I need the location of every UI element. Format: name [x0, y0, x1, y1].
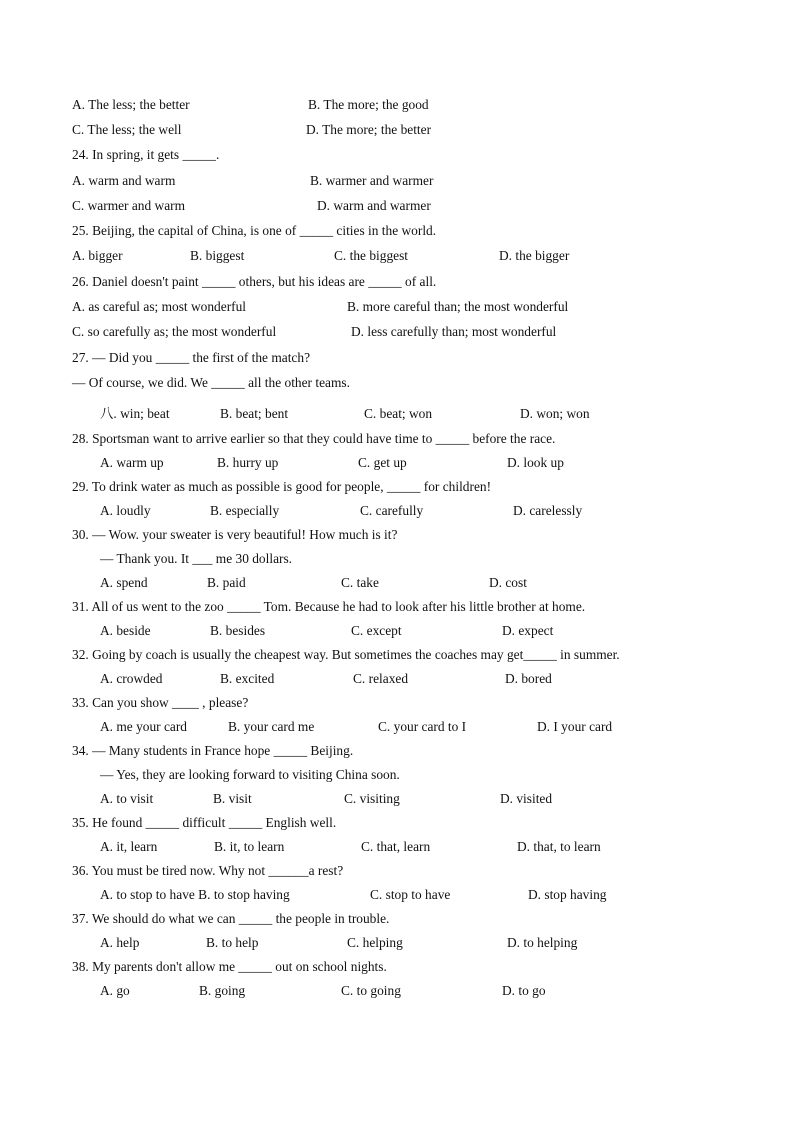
option-text: A. The less; the better — [72, 97, 190, 112]
option-text: D. less carefully than; most wonderful — [351, 324, 557, 339]
option-text: D. I your card — [537, 719, 613, 734]
option-text: D. stop having — [528, 887, 607, 902]
option-text: B. your card me — [228, 719, 315, 734]
option-text: C. take — [341, 575, 379, 590]
option-text: A. loudly — [100, 503, 151, 518]
question-stem: — Of course, we did. We _____ all the other teams. — [72, 375, 350, 390]
option-text: B. visit — [213, 791, 252, 806]
option-text: D. to helping — [507, 935, 578, 950]
option-text: A. crowded — [100, 671, 163, 686]
option-text: C. to going — [341, 983, 401, 998]
option-text: B. to help — [206, 935, 259, 950]
option-text: A. beside — [100, 623, 151, 638]
option-text: D. cost — [489, 575, 527, 590]
option-text: D. carelessly — [513, 503, 583, 518]
option-text: B. hurry up — [217, 455, 279, 470]
option-text: C. the biggest — [334, 248, 409, 263]
question-stem: 35. He found _____ difficult _____ English well. — [72, 815, 337, 830]
option-text: D. The more; the better — [306, 122, 432, 137]
option-text: D. the bigger — [499, 248, 570, 263]
option-text: C. get up — [358, 455, 407, 470]
question-stem: 30. — Wow. your sweater is very beautiful! How much is it? — [72, 527, 398, 542]
question-stem: 38. My parents don't allow me _____ out on school nights. — [72, 959, 387, 974]
option-text: B. The more; the good — [308, 97, 429, 112]
option-text: B. paid — [207, 575, 246, 590]
question-stem: 31. All of us went to the zoo _____ Tom. Because he had to look after his little brother at home. — [72, 599, 586, 614]
option-line — [100, 983, 546, 1079]
option-text: A. warm and warm — [72, 173, 176, 188]
option-text: B. beat; bent — [220, 406, 289, 421]
option-text: B. going — [199, 983, 246, 998]
option-text: C. beat; won — [364, 406, 433, 421]
option-text: B. warmer and warmer — [310, 173, 434, 188]
question-stem: 34. — Many students in France hope _____ Beijing. — [72, 743, 354, 758]
option-text: B. biggest — [190, 248, 245, 263]
option-text: D. visited — [500, 791, 553, 806]
option-text: B. more careful than; the most wonderful — [347, 299, 569, 314]
option-text: C. your card to I — [378, 719, 467, 734]
question-stem: 28. Sportsman want to arrive earlier so that they could have time to _____ before the race. — [72, 431, 556, 446]
option-text: C. The less; the well — [72, 122, 182, 137]
option-text: B. besides — [210, 623, 266, 638]
option-text: C. relaxed — [353, 671, 409, 686]
option-text: D. warm and warmer — [317, 198, 431, 213]
option-text: A. help — [100, 935, 140, 950]
question-stem: 33. Can you show ____ , please? — [72, 695, 249, 710]
option-text: D. bored — [505, 671, 552, 686]
option-text: A. it, learn — [100, 839, 158, 854]
option-text: D. look up — [507, 455, 564, 470]
option-text: C. except — [351, 623, 402, 638]
option-text: D. expect — [502, 623, 554, 638]
question-stem: 29. To drink water as much as possible is good for people, _____ for children! — [72, 479, 492, 494]
question-stem: 32. Going by coach is usually the cheapest way. But sometimes the coaches may get_____ in summer. — [72, 647, 620, 662]
option-text: C. warmer and warm — [72, 198, 186, 213]
question-stem: 36. You must be tired now. Why not ______a rest? — [72, 863, 344, 878]
option-text: B. it, to learn — [214, 839, 285, 854]
question-stem: 25. Beijing, the capital of China, is one of _____ cities in the world. — [72, 223, 437, 238]
question-stem: 26. Daniel doesn't paint _____ others, but his ideas are _____ of all. — [72, 274, 437, 289]
question-stem: 24. In spring, it gets _____. — [72, 147, 220, 162]
question-stem: 27. — Did you _____ the first of the match? — [72, 350, 311, 365]
option-text: A. to visit — [100, 791, 154, 806]
option-text: C. carefully — [360, 503, 424, 518]
option-text: A. warm up — [100, 455, 164, 470]
option-text: A. to stop to have B. to stop having — [100, 887, 290, 902]
option-text: A. bigger — [72, 248, 123, 263]
question-stem: — Thank you. It ___ me 30 dollars. — [100, 551, 293, 566]
option-text: C. visiting — [344, 791, 400, 806]
option-text: C. stop to have — [370, 887, 451, 902]
option-text: B. especially — [210, 503, 280, 518]
option-text: B. excited — [220, 671, 275, 686]
option-text: D. that, to learn — [517, 839, 601, 854]
option-text: 八. win; beat — [100, 406, 170, 421]
option-text: D. to go — [502, 983, 546, 998]
option-text: C. helping — [347, 935, 403, 950]
question-stem: — Yes, they are looking forward to visiting China soon. — [100, 767, 400, 782]
option-text: A. go — [100, 983, 130, 998]
question-stem: 37. We should do what we can _____ the people in trouble. — [72, 911, 390, 926]
option-text: A. me your card — [100, 719, 188, 734]
option-text: A. spend — [100, 575, 148, 590]
option-text: D. won; won — [520, 406, 590, 421]
option-text: A. as careful as; most wonderful — [72, 299, 247, 314]
option-text: C. that, learn — [361, 839, 431, 854]
option-text: C. so carefully as; the most wonderful — [72, 324, 277, 339]
